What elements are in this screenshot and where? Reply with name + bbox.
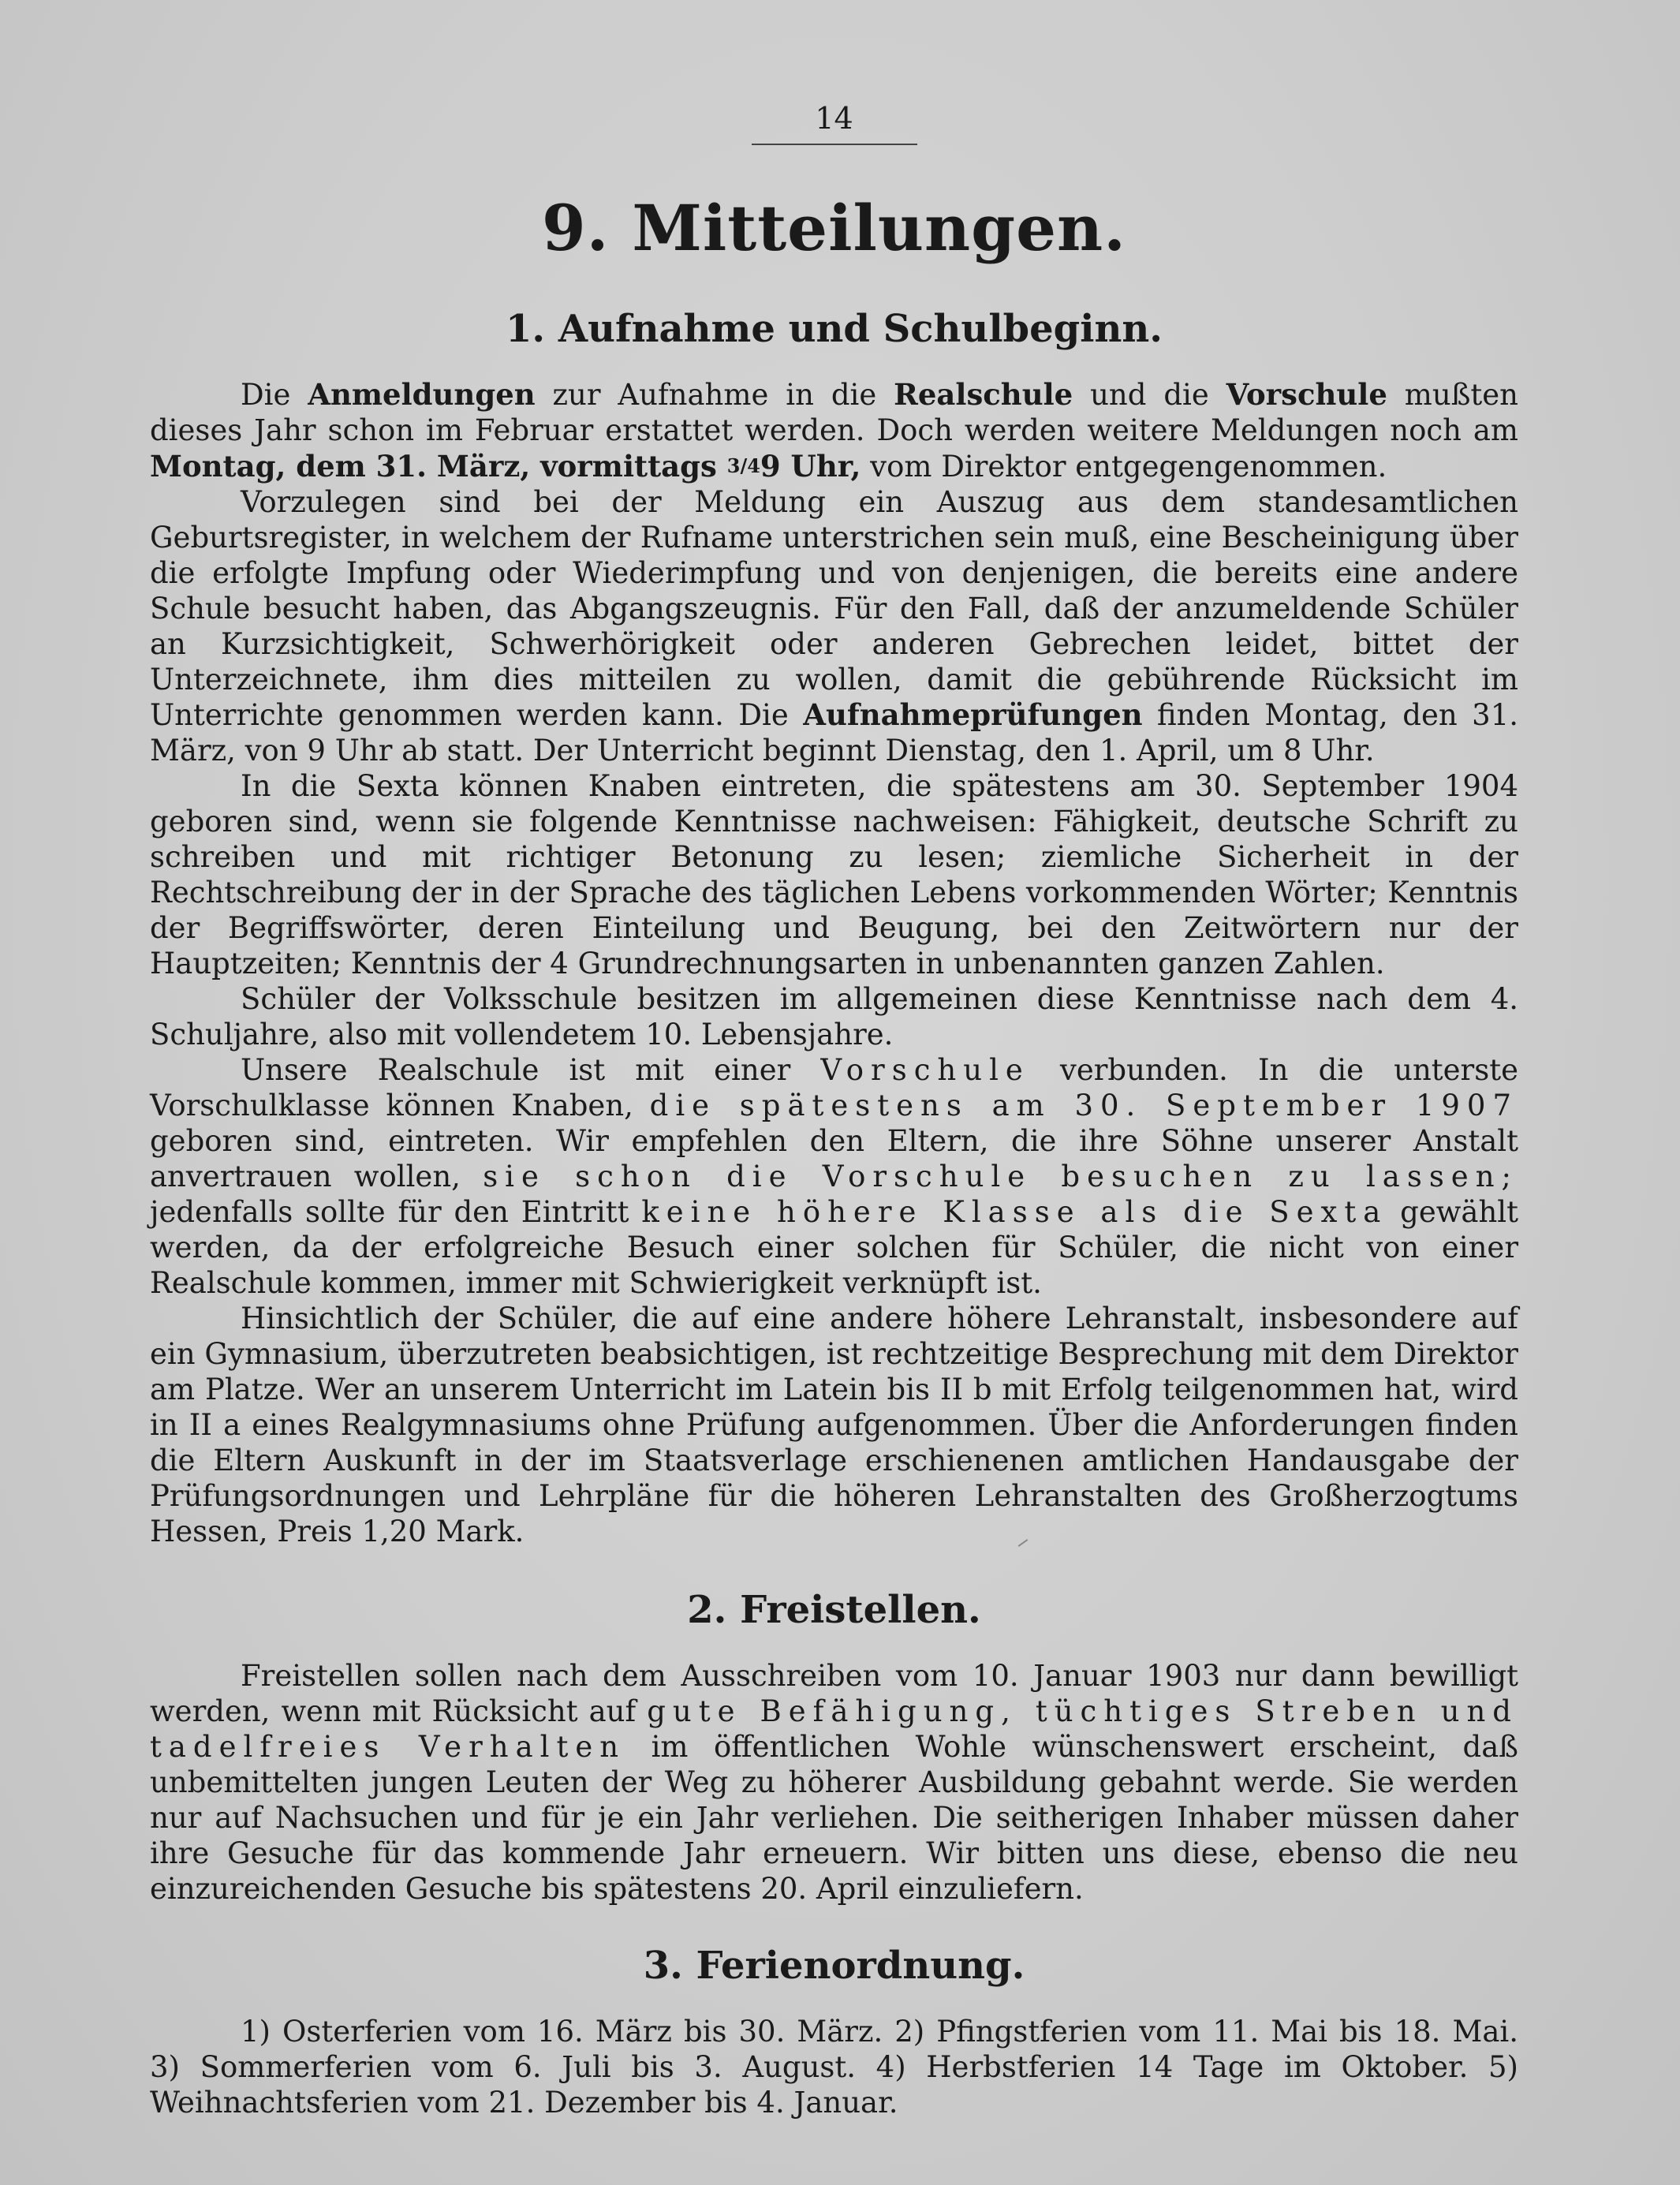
paragraph-vorschule xyxy=(150,1052,1518,1301)
section-heading-aufnahme: 1. Aufnahme und Schulbeginn. xyxy=(506,307,1163,351)
text-run: Freistellen sollen nach dem Ausschreiben vom 10. Januar 1903 nur dann bewilligt werden, wenn mit Rücksicht auf xyxy=(150,1659,1518,1728)
paragraph-freistellen xyxy=(150,1658,1518,1907)
bold-run: Anmeldungen xyxy=(308,377,536,412)
spaced-run: sie schon die Vorschule besuchen zu lassen; xyxy=(483,1160,1519,1193)
paragraph-volksschule: Schüler der Volksschule besitzen im allgemeinen diese Kenntnisse nach dem 4. Schuljahre, also mit vollendetem 10. Lebensjahre. xyxy=(150,982,1518,1051)
page-number: 14 xyxy=(815,101,853,136)
bold-run: Montag, dem 31. März, vormittags xyxy=(150,449,727,484)
page-number-rule xyxy=(752,144,917,145)
text-run: geboren sind, eintreten. Wir empfehlen den Eltern, die ihre Söhne unserer Anstalt anvertrauen wollen, xyxy=(150,1124,1518,1193)
text-run: im öffentlichen Wohle wünschenswert erscheint, daß unbemittelten jungen Leuten der Weg zu höherer Ausbildung gebahnt werde. Sie werden nur auf Nachsuchen und für je ein Jahr verliehen. Die seitherigen Inhaber müssen daher ihre Gesuche für das kommende Jahr erneuern. Wir bitten uns diese, ebenso die neu einzureichenden Gesuche bis spätestens 20. April einzuliefern. xyxy=(150,1730,1518,1906)
bold-run: Realschule xyxy=(894,377,1073,412)
paragraph-ferienordnung: 1) Osterferien vom 16. März bis 30. März. 2) Pfingstferien vom 11. Mai bis 18. Mai. 3) Sommerferien vom 6. Juli bis 3. August. 4) Herbstferien 14 Tage im Oktober. 5) Weihnachtsferien vom 21. Dezember bis 4. Januar. xyxy=(150,2015,1518,2120)
bold-run: Aufnahmeprüfungen xyxy=(803,697,1143,732)
bold-run: 9 Uhr, xyxy=(760,449,861,484)
spaced-run: die spätestens am 30. September 1907 xyxy=(649,1089,1518,1122)
fraction: 3/4 xyxy=(726,454,760,477)
text-run: finden Montag, den 31. März, von 9 Uhr ab statt. Der Unterricht beginnt Dienstag, den 1. April, um 8 Uhr. xyxy=(150,698,1518,768)
paragraph-anmeldungen xyxy=(150,377,1518,484)
paragraph-sexta: In die Sexta können Knaben eintreten, die spätestens am 30. September 1904 geboren sind, wenn sie folgende Kenntnisse nachweisen: Fähigkeit, deutsche Schrift zu schreiben und mit richtiger Betonung zu lesen; ziemliche Sicherheit in der Rechtschreibung der in der Sprache des täglichen Lebens vorkommenden Wörter; Kenntnis der Begriffswörter, deren Einteilung und Beugung, bei den Zeitwörtern nur der Hauptzeiten; Kenntnis der 4 Grundrechnungsarten in unbenannten ganzen Zahlen. xyxy=(150,769,1518,980)
section-heading-ferienordnung: 3. Ferienordnung. xyxy=(643,1944,1025,1988)
page-title: 9. Mitteilungen. xyxy=(541,191,1127,265)
text-run: zur Aufnahme in die xyxy=(535,378,894,412)
section-heading-freistellen: 2. Freistellen. xyxy=(687,1588,981,1632)
text-run: Unsere Realschule ist mit einer xyxy=(241,1053,821,1087)
text-run: jedenfalls sollte für den Eintritt xyxy=(150,1195,642,1229)
text-run: vom Direktor entgegengenommen. xyxy=(861,450,1387,484)
text-run: verbunden. In die unterste Vorschulklasse können Knaben, xyxy=(150,1053,1518,1122)
spaced-run: keine höhere Klasse als die Sexta xyxy=(641,1195,1388,1229)
text-run: mußten dieses Jahr schon im Februar erstattet werden. Doch werden weitere Meldungen noch am xyxy=(150,378,1519,447)
text-run: gewählt werden, da der erfolgreiche Besuch einer solchen für Schüler, die nicht von einer Realschule kommen, immer mit Schwierigkeit verknüpft ist. xyxy=(150,1195,1518,1300)
paragraph-gymnasium: Hinsichtlich der Schüler, die auf eine andere höhere Lehranstalt, insbesondere auf ein Gymnasium, überzutreten beabsichtigen, ist rechtzeitige Besprechung mit dem Direktor am Platze. Wer an unserem Unterricht im Latein bis II b mit Erfolg teilgenommen hat, wird in II a eines Realgymnasiums ohne Prüfung aufgenommen. Über die Anforderungen finden die Eltern Auskunft in der im Staatsverlage erschienenen amtlichen Handausgabe der Prüfungsordnungen und Lehrpläne für die höheren Lehranstalten des Großherzogtums Hessen, Preis 1,20 Mark. xyxy=(150,1302,1518,1548)
bold-run: Vorschule xyxy=(1226,377,1387,412)
text-run: Vorzulegen sind bei der Meldung ein Auszug aus dem standesamtlichen Geburtsregister, in welchem der Rufname unterstrichen sein muß, eine Bescheinigung über die erfolgte Impfung oder Wiederimpfung und von denjenigen, die bereits eine andere Schule besucht haben, das Abgangszeugnis. Für den Fall, daß der anzumeldende Schüler an Kurzsichtigkeit, Schwerhörigkeit oder anderen Gebrechen leidet, bittet der Unterzeichnete, ihm dies mitteilen zu wollen, damit die gebührende Rücksicht im Unterrichte genommen werden kann. Die xyxy=(150,485,1518,732)
spaced-run: Vorschule xyxy=(820,1053,1030,1087)
paragraph-vorzulegen xyxy=(150,484,1518,768)
text-run: und die xyxy=(1073,378,1226,412)
text-run: Die xyxy=(241,378,308,412)
spaced-run: gute Befähigung, tüchtiges Streben und tadelfreies Verhalten xyxy=(150,1694,1518,1764)
